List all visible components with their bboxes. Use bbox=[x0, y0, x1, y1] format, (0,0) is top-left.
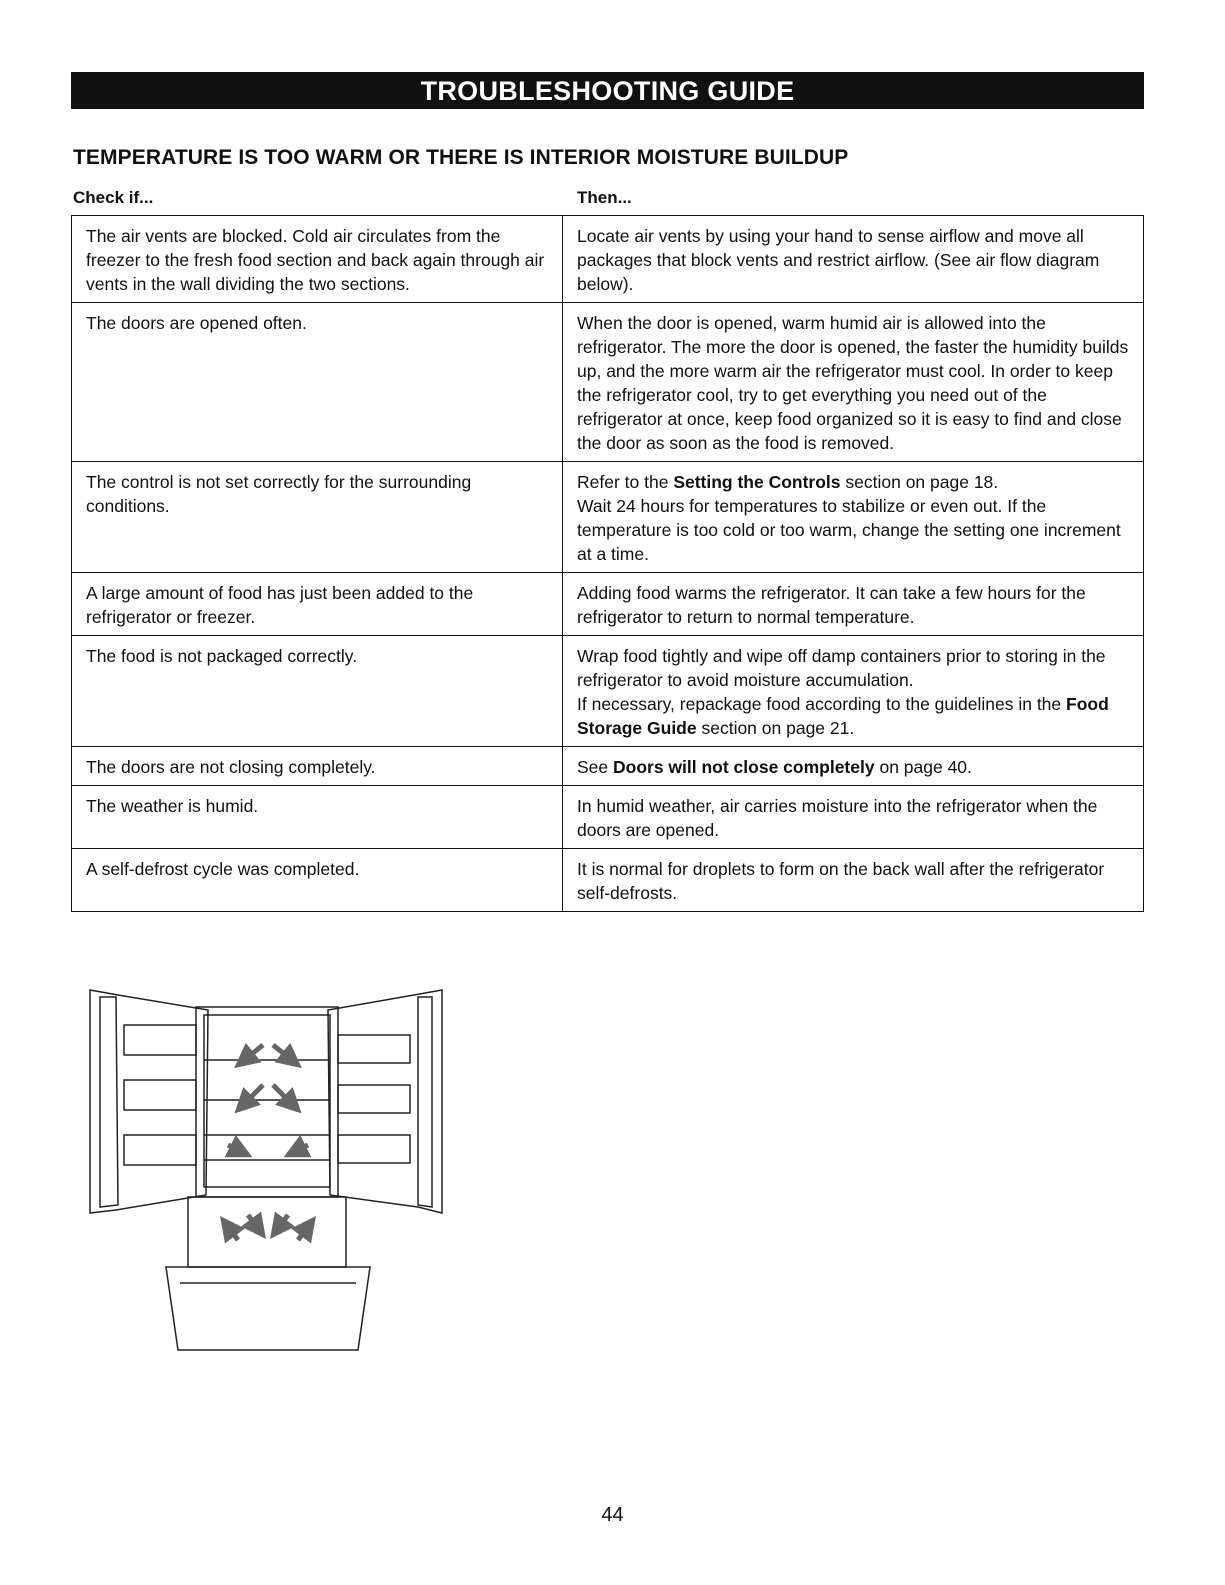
refrigerator-icon bbox=[88, 985, 444, 1360]
bold-reference: Food Storage Guide bbox=[577, 694, 1109, 738]
then-cell bbox=[563, 303, 1144, 462]
column-header-then: Then... bbox=[577, 188, 632, 207]
text-run: If necessary, repackage food according to the guidelines in the bbox=[577, 694, 1067, 714]
table-row bbox=[72, 216, 1144, 303]
then-cell bbox=[563, 216, 1144, 303]
refrigerator-airflow-diagram bbox=[88, 985, 444, 1360]
text-run: section on page 18. bbox=[840, 472, 999, 492]
then-cell bbox=[563, 636, 1144, 747]
then-paragraph bbox=[577, 311, 1129, 455]
troubleshooting-table bbox=[71, 215, 1144, 912]
text-run: When the door is opened, warm humid air is allowed into the refrigerator. The more the door is opened, the faster the humidity builds up, and the more warm air the refrigerator must cool. In order to keep the refrigerator cool, try to get everything you need out of the refrigerator at once, keep food organized so it is easy to find and close the door as soon as the food is removed. bbox=[577, 313, 1129, 453]
text-run: Locate air vents by using your hand to sense airflow and move all packages that block vents and restrict airflow. (See air flow diagram below). bbox=[577, 226, 1100, 294]
text-run: It is normal for droplets to form on the back wall after the refrigerator self-defrosts. bbox=[577, 859, 1105, 903]
check-cell: The weather is humid. bbox=[72, 786, 563, 849]
then-paragraph bbox=[577, 755, 1129, 779]
check-cell: A large amount of food has just been added to the refrigerator or freezer. bbox=[72, 573, 563, 636]
table-row bbox=[72, 573, 1144, 636]
table-row bbox=[72, 636, 1144, 747]
then-paragraph bbox=[577, 581, 1129, 629]
bold-reference: Setting the Controls bbox=[673, 472, 841, 492]
page-banner: TROUBLESHOOTING GUIDE bbox=[71, 72, 1144, 109]
text-run: In humid weather, air carries moisture into the refrigerator when the doors are opened. bbox=[577, 796, 1098, 840]
table-row bbox=[72, 786, 1144, 849]
table-row bbox=[72, 303, 1144, 462]
page-number: 44 bbox=[601, 1504, 624, 1526]
then-paragraph bbox=[577, 494, 1129, 566]
then-paragraph bbox=[577, 644, 1129, 692]
bold-reference: Doors will not close completely bbox=[613, 757, 875, 777]
text-run: Adding food warms the refrigerator. It can take a few hours for the refrigerator to return to normal temperature. bbox=[577, 583, 1086, 627]
column-header-check: Check if... bbox=[73, 188, 154, 207]
text-run: section on page 21. bbox=[696, 718, 855, 738]
text-run: Refer to the bbox=[577, 472, 674, 492]
text-run: Wrap food tightly and wipe off damp containers prior to storing in the refrigerator to avoid moisture accumulation. bbox=[577, 646, 1106, 690]
then-cell bbox=[563, 747, 1144, 786]
check-cell: The air vents are blocked. Cold air circulates from the freezer to the fresh food section and back again through air vents in the wall dividing the two sections. bbox=[72, 216, 563, 303]
then-cell bbox=[563, 786, 1144, 849]
table-row bbox=[72, 849, 1144, 912]
table-row bbox=[72, 462, 1144, 573]
then-cell bbox=[563, 462, 1144, 573]
then-paragraph bbox=[577, 470, 1129, 494]
check-cell: A self-defrost cycle was completed. bbox=[72, 849, 563, 912]
then-cell bbox=[563, 573, 1144, 636]
then-paragraph bbox=[577, 857, 1129, 905]
check-cell: The control is not set correctly for the surrounding conditions. bbox=[72, 462, 563, 573]
table-row bbox=[72, 747, 1144, 786]
check-cell: The doors are not closing completely. bbox=[72, 747, 563, 786]
then-paragraph bbox=[577, 224, 1129, 296]
check-cell: The food is not packaged correctly. bbox=[72, 636, 563, 747]
then-cell bbox=[563, 849, 1144, 912]
check-cell: The doors are opened often. bbox=[72, 303, 563, 462]
then-paragraph bbox=[577, 794, 1129, 842]
text-run: on page 40. bbox=[874, 757, 972, 777]
text-run: Wait 24 hours for temperatures to stabilize or even out. If the temperature is too cold or too warm, change the setting one increment at a time. bbox=[577, 496, 1121, 564]
then-paragraph bbox=[577, 692, 1129, 740]
section-title: TEMPERATURE IS TOO WARM OR THERE IS INTERIOR MOISTURE BUILDUP bbox=[73, 146, 849, 169]
text-run: See bbox=[577, 757, 613, 777]
